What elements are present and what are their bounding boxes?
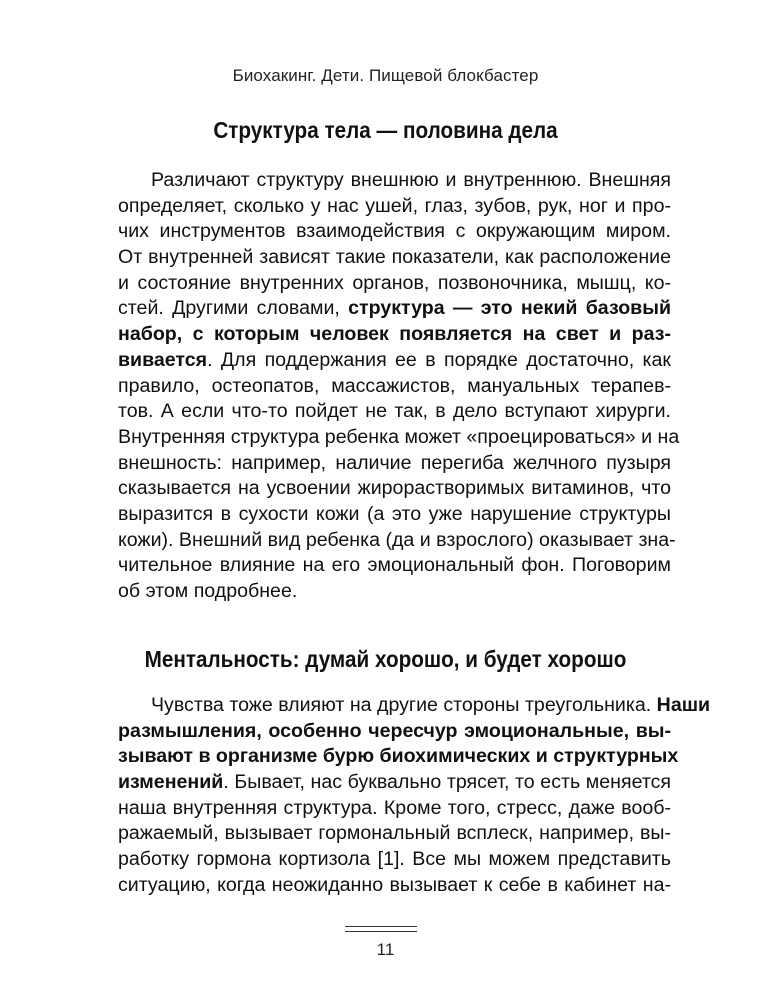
text-line (118, 693, 711, 719)
text-line (118, 271, 671, 297)
bold-text-run: Наши (656, 694, 711, 716)
bold-text-run: изменений (118, 771, 224, 794)
bold-text-run: вивается (118, 348, 208, 371)
text-run: От внутренней зависят такие показатели, как расположение (118, 246, 671, 269)
text-run: Различают структуру внешнюю и внутреннюю. Внешняя (151, 169, 671, 191)
text-line (118, 374, 671, 400)
text-line (118, 528, 676, 554)
text-line (118, 451, 671, 477)
text-run: стей. Другими словами, (118, 297, 349, 320)
text-run: работку гормона кортизола [1]. Все мы можем представить (118, 848, 671, 871)
text-line (118, 245, 671, 271)
text-run: определяет, сколько у нас ушей, глаз, зубов, рук, ног и про- (118, 194, 671, 217)
text-line (118, 579, 671, 605)
text-line (118, 399, 671, 425)
text-run: . Бывает, нас буквально трясет, то есть меняется (223, 771, 671, 794)
running-header: Биохакинг. Дети. Пищевой блокбастер (232, 66, 539, 85)
text-line (118, 194, 671, 220)
text-line (118, 168, 671, 194)
text-run: внешность: например, наличие перегиба желчного пузыря (118, 451, 671, 474)
text-run: чительное влияние на его эмоциональный фон. Поговорим (118, 554, 671, 577)
text-line (118, 796, 671, 822)
text-run: сказывается на усвоении жирорастворимых витаминов, что (118, 477, 671, 500)
text-line (118, 770, 671, 796)
text-run: выразится в сухости кожи (а это уже нарушение структуры (118, 502, 671, 525)
bold-text-run: структура — это некий базовый (348, 297, 671, 320)
text-line (118, 553, 671, 579)
bold-text-run: набор, с которым человек появляется на свет и раз- (118, 323, 671, 346)
text-run: Внутренняя структура ребенка может «проецироваться» и на (118, 425, 680, 448)
bold-text-run: размышления, особенно чересчур эмоциональные, вы- (118, 719, 671, 742)
section-heading-mentality: Ментальность: думай хорошо, и будет хорошо (144, 646, 627, 672)
text-run: кожи). Внешний вид ребенка (да и взрослого) оказывает зна- (118, 528, 676, 551)
text-run: чих инструментов взаимодействия с окружающим миром. (118, 220, 671, 243)
text-line (118, 847, 671, 873)
text-run: и состояние внутренних органов, позвоночника, мышц, ко- (118, 271, 671, 294)
text-line (118, 322, 671, 348)
text-line (118, 476, 671, 502)
text-run: об этом подробнее. (118, 580, 298, 602)
text-line (118, 296, 671, 322)
paragraph-mentality (118, 693, 711, 899)
section-heading-body-structure: Структура тела — половина дела (213, 117, 558, 143)
text-line (118, 348, 671, 374)
text-line (118, 744, 679, 770)
paragraph-body-structure (118, 168, 680, 605)
text-line (118, 219, 671, 245)
text-run: . Для поддержания ее в порядке достаточно, как (207, 348, 671, 371)
page-number: 11 (376, 940, 395, 959)
text-run: ситуацию, когда неожиданно вызывает к себе в кабинет на- (118, 873, 671, 896)
bold-text-run: зывают в организме бурю биохимических и структурных (118, 745, 679, 768)
text-line (118, 502, 671, 528)
text-run: тов. А если что-то пойдет не так, в дело вступают хирурги. (118, 400, 671, 423)
text-line (118, 719, 671, 745)
text-line (118, 425, 680, 451)
text-run: правило, остеопатов, массажистов, мануальных терапев- (118, 374, 671, 397)
footer-double-rule (345, 926, 417, 932)
text-run: ражаемый, вызывает гормональный всплеск, например, вы- (118, 822, 671, 845)
text-run: Чувства тоже влияют на другие стороны треугольника. (151, 694, 657, 716)
text-line (118, 873, 671, 899)
text-line (118, 821, 671, 847)
text-run: наша внутренняя структура. Кроме того, стресс, даже вооб- (118, 796, 671, 819)
